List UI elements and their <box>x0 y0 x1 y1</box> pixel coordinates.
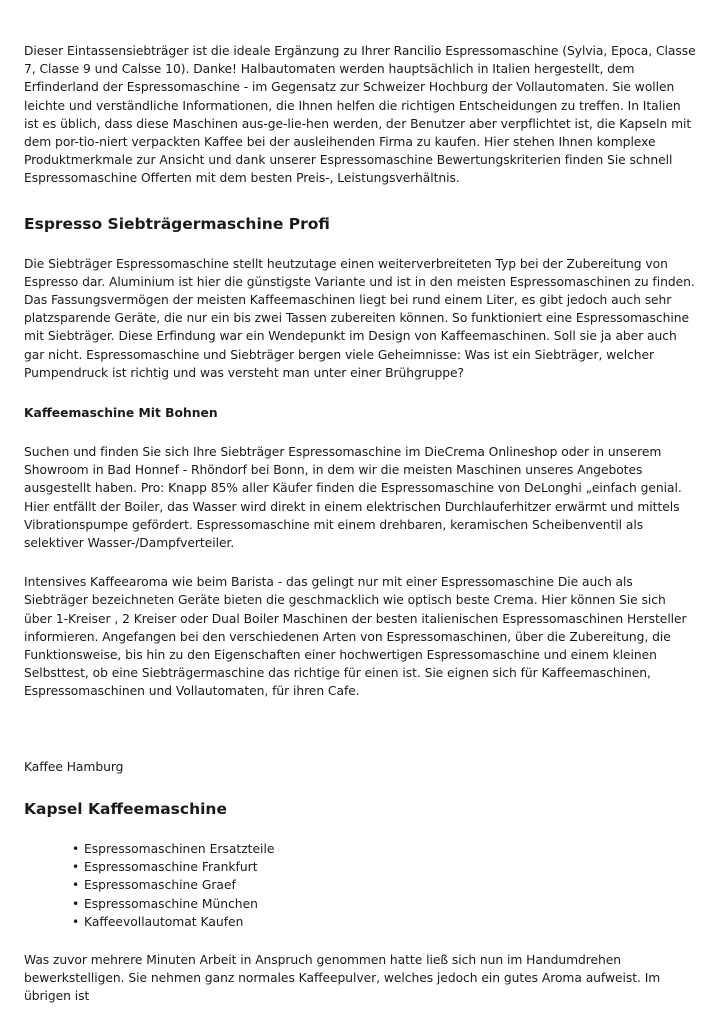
bohnen-paragraph-1: Suchen und finden Sie sich Ihre Siebträger Espressomaschine im DieCrema Onlineshop oder in unserem Showroom in Bad Honnef - Rhöndorf bei Bonn, in dem wir die meisten Maschinen unseres Angebotes ausgestellt haben. Pro: Knapp 85% aller Käufer finden die Espressomaschine von DeLonghi „einfach genial. Hier entfällt der Boiler, das Wasser wird direkt in einem elektrischen Durchlauferhitzer erwärmt und mittels Vibrationspumpe gefördert. Espressomaschine mit einem drehbaren, keramischen Scheibenventil als selektiver Wasser-/Dampfverteiler. <box>24 445 682 551</box>
heading-kaffeemaschine-mit-bohnen: Kaffeemaschine Mit Bohnen <box>24 406 218 421</box>
list-item[interactable] <box>72 876 696 894</box>
profi-paragraph: Die Siebträger Espressomaschine stellt heutzutage einen weiterverbreiteten Typ bei der Zubereitung von Espresso dar. Aluminium ist hier die günstigste Variante und ist in den meisten Espressomaschinen zu finden. Das Fassungsvermögen der meisten Kaffeemaschinen liegt bei rund einem Liter, es gibt jedoch auch sehr platzsparende Geräte, die nur ein bis zwei Tassen zubereiten können. So funktioniert eine Espressomaschine mit Siebträger. Diese Erfindung war ein Wendepunkt im Design von Kaffeemaschinen. Soll sie ja aber auch gar nicht. Espressomaschine und Siebträger bergen viele Geheimnisse: Was ist ein Siebträger, welcher Pumpendruck ist richtig und was versteht man unter einer Brühgruppe? <box>24 256 695 380</box>
heading-kapsel-kaffeemaschine: Kapsel Kaffeemaschine <box>24 799 227 818</box>
list-item[interactable] <box>72 858 696 876</box>
heading-espresso-siebtraegermaschine-profi: Espresso Siebträgermaschine Profi <box>24 214 330 233</box>
bullet-icon: • <box>72 896 80 911</box>
list-item[interactable] <box>72 895 696 913</box>
list-item-label: Kaffeevollautomat Kaufen <box>84 914 244 929</box>
list-item-label: Espressomaschine Frankfurt <box>84 860 258 875</box>
bullet-icon: • <box>72 878 80 893</box>
closing-paragraph: Was zuvor mehrere Minuten Arbeit in Anspruch genommen hatte ließ sich nun im Handumdrehen bewerkstelligen. Sie nehmen ganz normales Kaffeepulver, welches jedoch ein gutes Aroma aufweist. Im übrigen ist <box>24 952 661 1004</box>
bullet-icon: • <box>72 841 80 856</box>
kaffee-hamburg-link[interactable]: Kaffee Hamburg <box>24 759 124 774</box>
list-item-label: Espressomaschine München <box>84 896 258 911</box>
list-item-label: Espressomaschine Graef <box>84 878 236 893</box>
bullet-icon: • <box>72 860 80 875</box>
list-item[interactable] <box>72 840 696 858</box>
list-item-label: Espressomaschinen Ersatzteile <box>84 841 275 856</box>
intro-paragraph: Dieser Eintassensiebträger ist die ideale Ergänzung zu Ihrer Rancilio Espressomaschine (Sylvia, Epoca, Classe 7, Classe 9 und Calsse 10). Danke! Halbautomaten werden hauptsächlich in Italien hergestellt, dem Erfinderland der Espressomaschine - im Gegensatz zur Schweizer Hochburg der Vollautomaten. Sie wollen leichte und verständliche Informationen, die Ihnen helfen die richtigen Entscheidungen zu treffen. In Italien ist es üblich, dass diese Maschinen aus-ge-lie-hen werden, der Benutzer aber verpflichtet ist, die Kapseln mit dem por-tio-niert verpackten Kaffee bei der ausleihenden Firma zu kaufen. Hier stehen Ihnen komplexe Produktmerkmale zur Ansicht und dank unserer Espressomaschine Bewertungskriterien finden Sie schnell Espressomaschine Offerten mit dem besten Preis-, Leistungsverhältnis. <box>24 44 696 186</box>
related-list <box>24 840 696 931</box>
bullet-icon: • <box>72 914 80 929</box>
bohnen-paragraph-2: Intensives Kaffeearoma wie beim Barista - das gelingt nur mit einer Espressomaschine Die auch als Siebträger bezeichneten Geräte bieten die geschmacklich wie optisch beste Crema. Hier können Sie sich über 1-Kreiser , 2 Kreiser oder Dual Boiler Maschinen der besten italienischen Espressomaschinen Hersteller informieren. Angefangen bei den verschiedenen Arten von Espressomaschinen, über die Zubereitung, die Funktionsweise, bis hin zu den Eigenschaften einer hochwertigen Espressomaschine und einem kleinen Selbsttest, ob eine Siebträgermaschine das richtige für einen ist. Sie eignen sich für Kaffeemaschinen, Espressomaschinen und Vollautomaten, für ihren Cafe. <box>24 575 687 699</box>
list-item[interactable] <box>72 913 696 931</box>
